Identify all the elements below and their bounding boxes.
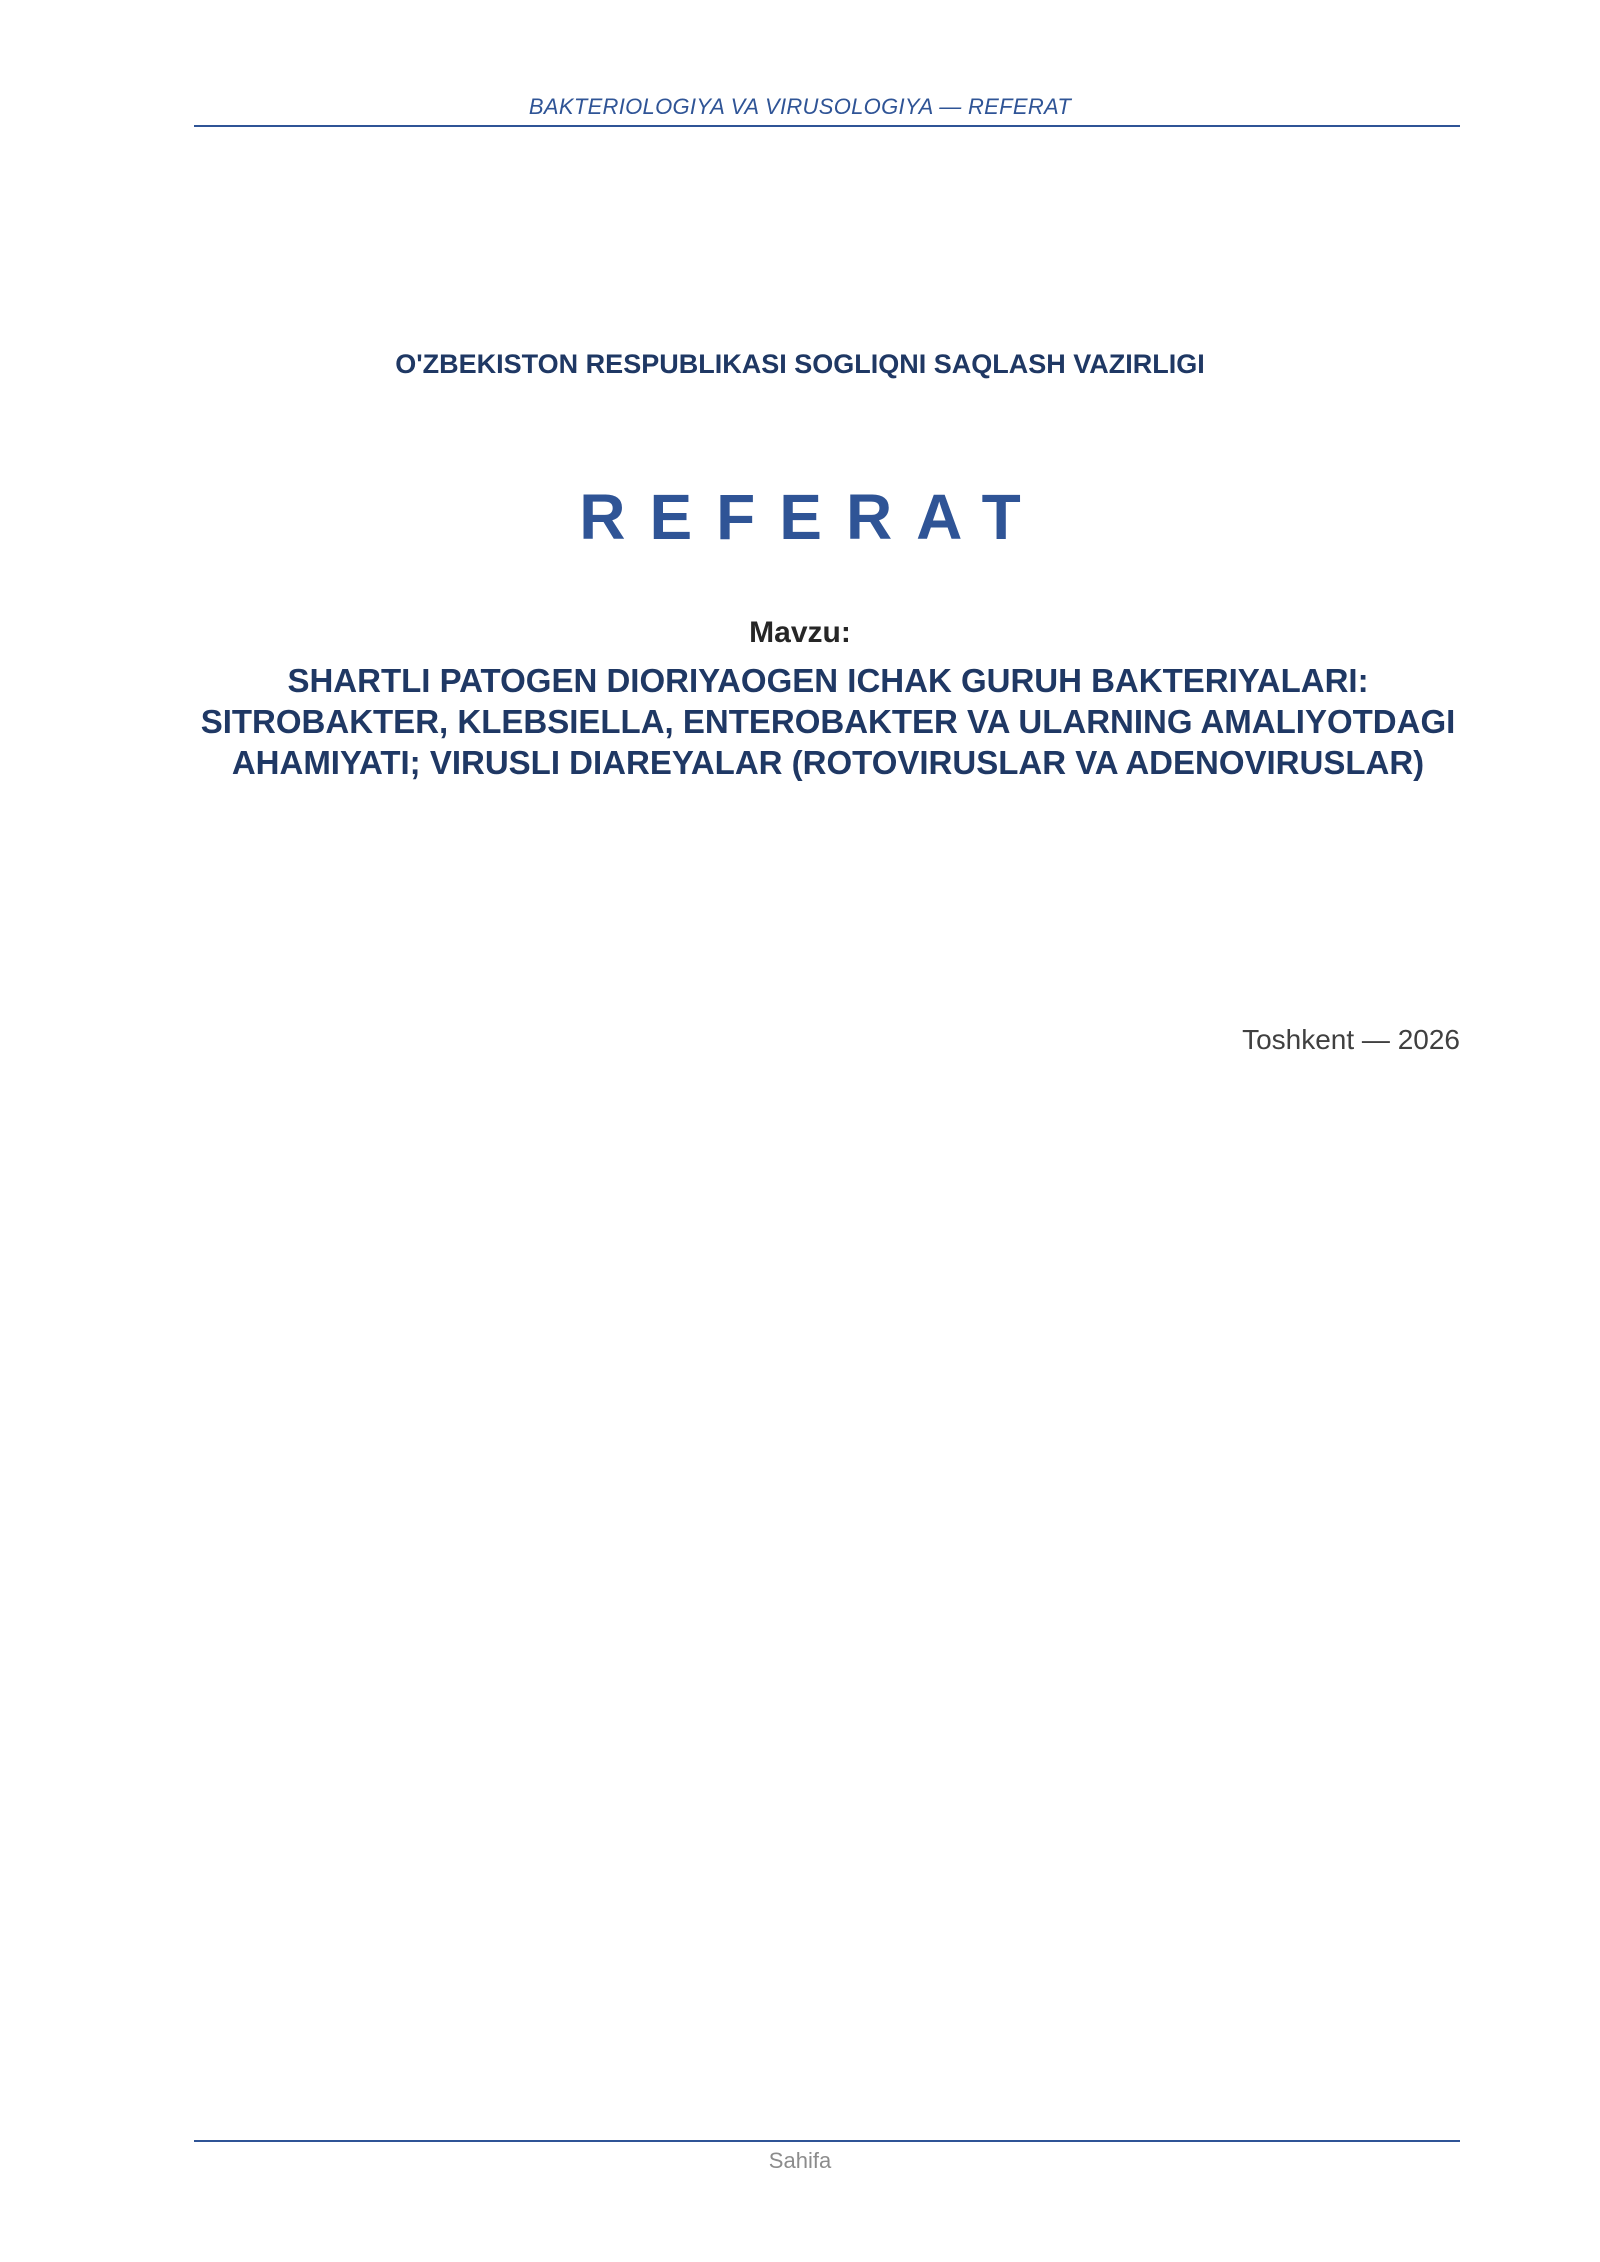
- running-header: BAKTERIOLOGIYA VA VIRUSOLOGIYA — REFERAT: [528, 94, 1072, 119]
- place-and-year: Toshkent — 2026: [1242, 1024, 1460, 1055]
- ministry-name: O'ZBEKISTON RESPUBLIKASI SOGLIQNI SAQLASH VAZIRLIGI: [395, 349, 1205, 379]
- topic-title: SHARTLI PATOGEN DIORIYAOGEN ICHAK GURUH BAKTERIYALARI: SITROBAKTER, KLEBSIELLA, ENTEROBAKTER VA ULARNING AMALIYOTDAGI AHAMIYATI; VIRUSLI DIAREYALAR (ROTOVIRUSLAR VA ADENOVIRUSLAR): [200, 662, 1456, 781]
- topic-label: Mavzu:: [749, 616, 851, 649]
- document-type-title: REFERAT: [579, 481, 1045, 553]
- page-footer-label: Sahifa: [768, 2148, 832, 2173]
- footer-divider: [194, 2140, 1460, 2142]
- header-divider: [194, 125, 1460, 127]
